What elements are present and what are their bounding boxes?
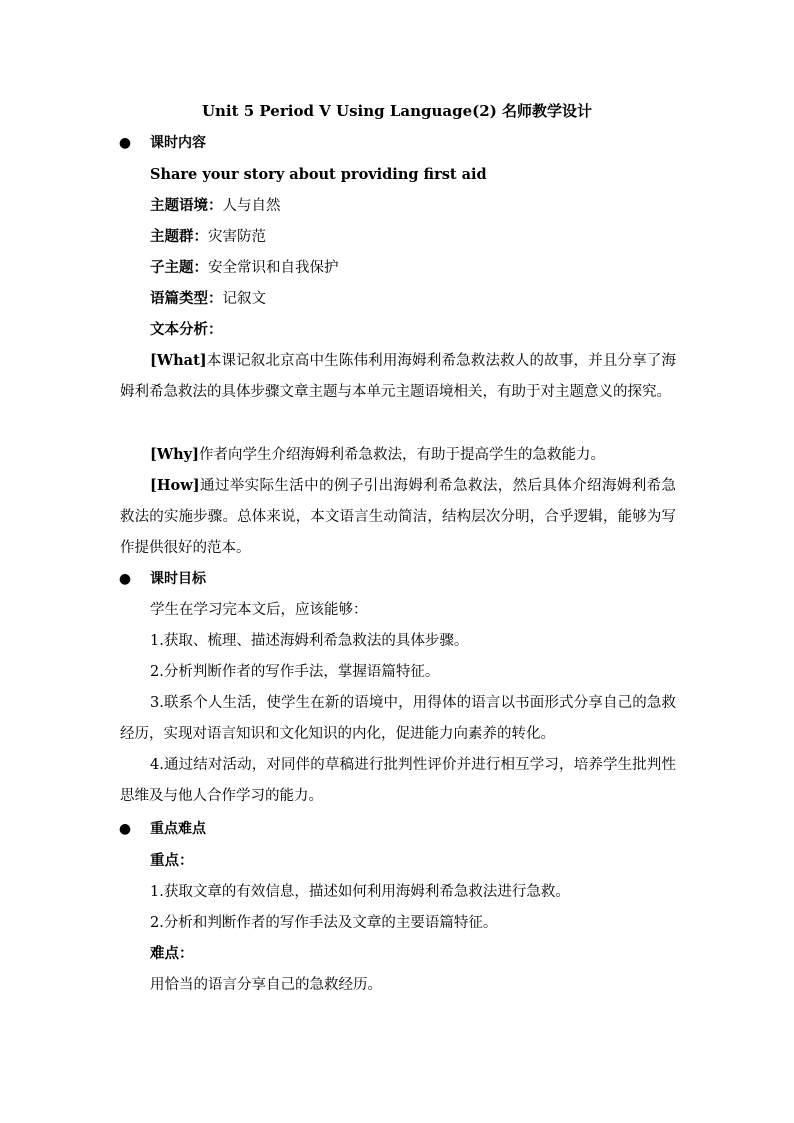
text-genre-label: 语篇类型： xyxy=(150,290,223,307)
what-tag: [What] xyxy=(150,352,207,369)
text-genre xyxy=(150,288,266,310)
what-text: 本课记叙北京高中生陈伟利用海姆利希急救法救人的故事，并且分享了海姆利希急救法的具体步骤文章主题与本单元主题语境相关，有助于对主题意义的探究。 xyxy=(120,353,676,400)
bullet-icon: ● xyxy=(118,821,132,837)
bullet-icon: ● xyxy=(118,135,132,151)
page-title: Unit 5 Period Ⅴ Using Language(2) 名师教学设计 xyxy=(201,102,593,120)
goal-item: 2.分析判断作者的写作手法，掌握语篇特征。 xyxy=(150,664,440,680)
text-analysis-label: 文本分析： xyxy=(150,321,223,338)
difficult-point-item: 用恰当的语言分享自己的急救经历。 xyxy=(150,977,382,993)
section-heading-key-difficult: 重点难点 xyxy=(150,821,206,837)
theme-context-value: 人与自然 xyxy=(222,198,281,214)
how-tag: [How] xyxy=(150,477,200,494)
sub-theme-label: 子主题： xyxy=(150,259,208,276)
sub-theme xyxy=(150,257,339,279)
theme-context xyxy=(150,195,281,217)
key-point-item: 2.分析和判断作者的写作手法及文章的主要语篇特征。 xyxy=(150,915,498,931)
lesson-subtitle: Share your story about providing first aid xyxy=(150,166,487,183)
theme-group-label: 主题群： xyxy=(150,228,208,245)
key-point-item: 1.获取文章的有效信息，描述如何利用海姆利希急救法进行急救。 xyxy=(150,884,570,900)
section-heading-content: 课时内容 xyxy=(150,135,206,151)
analysis-what xyxy=(120,345,676,408)
sub-theme-value: 安全常识和自我保护 xyxy=(208,260,339,276)
text-genre-value: 记叙文 xyxy=(222,291,266,307)
why-tag: [Why] xyxy=(150,446,199,463)
analysis-how xyxy=(120,470,676,564)
goal-item: 1.获取、梳理、描述海姆利希急救法的具体步骤。 xyxy=(150,633,469,649)
theme-context-label: 主题语境： xyxy=(150,197,223,214)
bullet-icon: ● xyxy=(118,571,132,587)
goal-item: 3.联系个人生活，使学生在新的语境中，用得体的语言以书面形式分享自己的急救经历，实现对语言知识和文化知识的内化，促进能力向素养的转化。 xyxy=(120,695,676,742)
section-heading-goals: 课时目标 xyxy=(150,571,206,587)
how-text: 通过举实际生活中的例子引出海姆利希急救法，然后具体介绍海姆利希急救法的实施步骤。总体来说，本文语言生动简洁，结构层次分明，合乎逻辑，能够为写作提供很好的范本。 xyxy=(120,478,676,556)
theme-group xyxy=(150,226,266,248)
theme-group-value: 灾害防范 xyxy=(208,229,266,245)
why-text: 作者向学生介绍海姆利希急救法，有助于提高学生的急救能力。 xyxy=(198,447,605,463)
difficult-points-label: 难点： xyxy=(150,945,194,962)
goal-item: 4.通过结对活动，对同伴的草稿进行批判性评价并进行相互学习，培养学生批判性思维及与他人合作学习的能力。 xyxy=(120,757,676,804)
goals-intro: 学生在学习完本文后，应该能够： xyxy=(150,602,368,618)
key-points-label: 重点： xyxy=(150,852,194,869)
analysis-why xyxy=(120,439,676,471)
